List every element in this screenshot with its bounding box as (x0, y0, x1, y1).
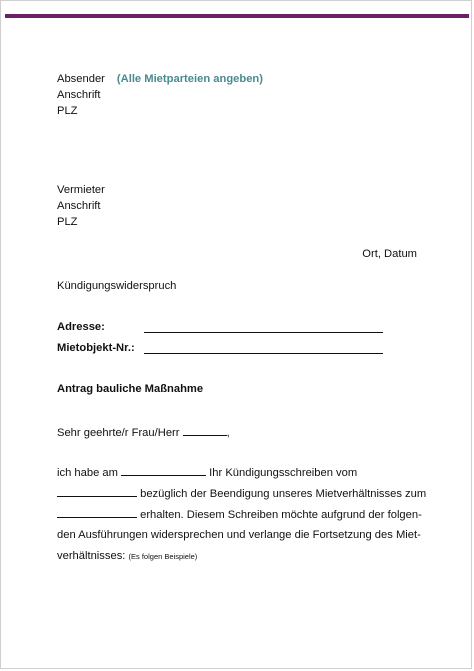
recipient-label: Vermieter (57, 184, 105, 196)
examples-note: (Es folgen Beispiele) (128, 552, 198, 561)
header-rule (5, 14, 469, 18)
object-label: Mietobjekt-Nr.: (57, 342, 135, 354)
body-line-2-text: bezüglich der Beendigung unseres Mietverhältnisses zum (140, 488, 427, 500)
body-line-5 (57, 549, 197, 565)
body-line-3 (57, 507, 422, 524)
body-line-1-end: Ihr Kündigungsschreiben vom (209, 467, 358, 479)
sender-address: Anschrift (57, 89, 101, 101)
address-label: Adresse: (57, 321, 105, 333)
place-date: Ort, Datum (362, 248, 417, 260)
address-field[interactable] (144, 332, 383, 333)
salutation-name-blank[interactable] (183, 425, 227, 436)
body-line-2 (57, 486, 426, 503)
body-line-1-start: ich habe am (57, 467, 118, 479)
recipient-address: Anschrift (57, 200, 101, 212)
body-line-5-text: verhältnisses: (57, 550, 126, 562)
section-heading: Antrag bauliche Maßnahme (57, 383, 204, 395)
date-blank-3[interactable] (57, 507, 137, 518)
body-line-4: den Ausführungen widersprechen und verlange die Fortsetzung des Miet- (57, 529, 421, 541)
salutation-line (57, 425, 230, 442)
date-blank-1[interactable] (121, 465, 206, 476)
sender-hint: (Alle Mietparteien angeben) (116, 73, 263, 85)
sender-line (57, 72, 263, 88)
sender-zip: PLZ (57, 105, 78, 117)
sender-label: Absender (57, 73, 105, 85)
body-line-3-text: erhalten. Diesem Schreiben möchte aufgrund der folgen- (140, 509, 422, 521)
body-line-1 (57, 465, 357, 482)
date-blank-2[interactable] (57, 486, 137, 497)
subject: Kündigungswiderspruch (57, 280, 177, 292)
recipient-zip: PLZ (57, 216, 78, 228)
salutation: Sehr geehrte/r Frau/Herr (57, 427, 180, 439)
salutation-comma: , (226, 427, 230, 439)
object-number-field[interactable] (144, 353, 383, 354)
